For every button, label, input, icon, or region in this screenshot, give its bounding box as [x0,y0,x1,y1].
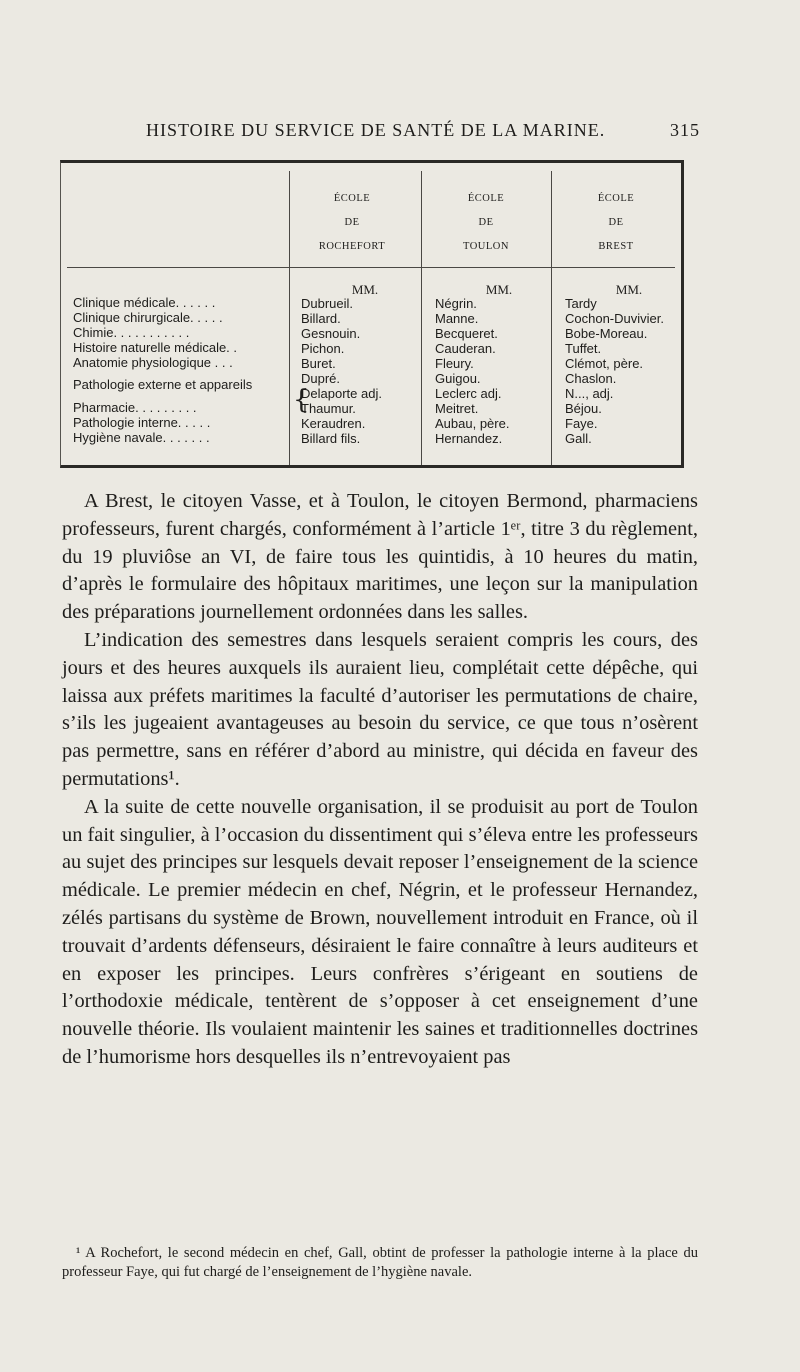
professor-cell: Tuffet. [565,341,602,356]
professor-cell: Gall. [565,431,592,446]
brest-column [565,283,693,446]
professor-cell: Clémot, père. [565,356,644,371]
running-head-title: HISTOIRE DU SERVICE DE SANTÉ DE LA MARINE. [146,120,606,140]
subject-cell: Pharmacie. . . . . . . . . [73,400,197,415]
professor-cell: Hernandez. [435,431,503,446]
paragraph: A Brest, le citoyen Vasse, et à Toulon, le citoyen Bermond, pharmaciens professeurs, furent chargés, conformément à l’article 1ᵉʳ, titre 3 du règlement, du 19 pluviôse an VI, de faire tous les quintidis, à 10 heures du matin, d’après le formulaire des hôpitaux maritimes, une leçon sur la manipulation des préparations journellement ordonnées dans les salles. [62,490,698,624]
footnote [62,1244,698,1281]
subject-cell: Anatomie physiologique . . . [73,355,233,370]
subject-cell: Hygiène navale. . . . . . . [73,430,210,445]
professor-cell: Bobe-Moreau. [565,326,648,341]
subject-cell: Chimie. . . . . . . . . . . [73,325,190,340]
professor-cell: Keraudren. [301,416,366,431]
professor-cell: Pichon. [301,341,345,356]
professor-cell: Aubau, père. [435,416,510,431]
subject-cell: Clinique médicale. . . . . . [73,295,216,310]
brace-symbol: { [293,385,310,415]
rochefort-column [301,283,429,446]
professor-cell: Manne. [435,311,479,326]
table-header-rule [67,267,675,268]
toulon-column [435,283,563,446]
professor-cell: Fleury. [435,356,474,371]
professor-cell: Dupré. Delaporte adj. [301,371,382,401]
professor-cell: Béjou. [565,401,602,416]
professor-cell: Cauderan. [435,341,496,356]
school-header-toulon: ÉCOLE DE TOULON [463,193,509,252]
school-header-rochefort: ÉCOLE DE ROCHEFORT [318,193,386,252]
faculty-table [60,160,684,468]
professor-cell: Billard. [301,311,341,326]
school-header-brest: ÉCOLE DE BREST [597,193,635,252]
subject-cell: Clinique chirurgicale. . . . . [73,310,223,325]
professor-cell: Buret. [301,356,336,371]
professor-cell: Faye. [565,416,598,431]
professor-cell: Meitret. [435,401,479,416]
footnote-text: ¹ A Rochefort, le second médecin en chef, Gall, obtint de professer la pathologie interne à la place du professeur Faye, qui fut chargé de l’enseignement de l’hygiène navale. [62,1245,698,1280]
professor-cell: Guigou. Leclerc adj. [435,371,502,401]
mm-label: MM. [351,282,379,297]
paragraph: A la suite de cette nouvelle organisation, il se produisit au port de Toulon un fait singulier, à l’occasion du dissentiment qui s’éleva entre les professeurs au sujet des principes sur lesquels devait reposer l’enseignement de la science médicale. Le premier médecin en chef, Négrin, et le professeur Hernandez, zélés partisans du système de Brown, nouvellement introduit en France, où il trouvait d’ardents défenseurs, désiraient le faire connaître à leurs auditeurs et en exposer les principes. Leurs confrères s’érigeant en soutiens de l’orthodoxie médicale, tentèrent de s’opposer à cet enseignement d’une nouvelle théorie. Ils voulaient maintenir les saines et traditionnelles doctrines de l’humorisme hors desquelles ils n’entrevoyaient pas [62,795,698,1068]
professor-cell: Billard fils. [301,431,361,446]
subject-cell: Histoire naturelle médicale. . [73,340,238,355]
mm-label: MM. [485,282,513,297]
professor-cell: Thaumur. [301,401,356,416]
subject-column [73,295,295,445]
paragraph: L’indication des semestres dans lesquels seraient compris les cours, des jours et des heures auxquels ils auraient lieu, complétait cette dépêche, qui laissa aux préfets maritimes la faculté d’autoriser les permutations de chaire, s’ils les jugeaient avantageuses au besoin du service, ce que tous n’osèrent pas permettre, sans en référer d’abord au ministre, qui décida en faveur des permutations¹. [62,628,698,790]
professor-cell: Chaslon. N..., adj. [565,371,617,401]
professor-cell: Dubrueil. [301,296,354,311]
subject-cell: Pathologie externe et appareils [73,377,253,392]
professor-cell: Négrin. [435,296,477,311]
mm-label: MM. [615,282,643,297]
professor-cell: Tardy [565,296,597,311]
subject-cell: Pathologie interne. . . . . [73,415,211,430]
professor-cell: Gesnouin. [301,326,361,341]
page-number: 315 [670,120,700,140]
professor-cell: Cochon-Duvivier. [565,311,664,326]
professor-cell: Becqueret. [435,326,498,341]
body-text [62,488,698,1072]
